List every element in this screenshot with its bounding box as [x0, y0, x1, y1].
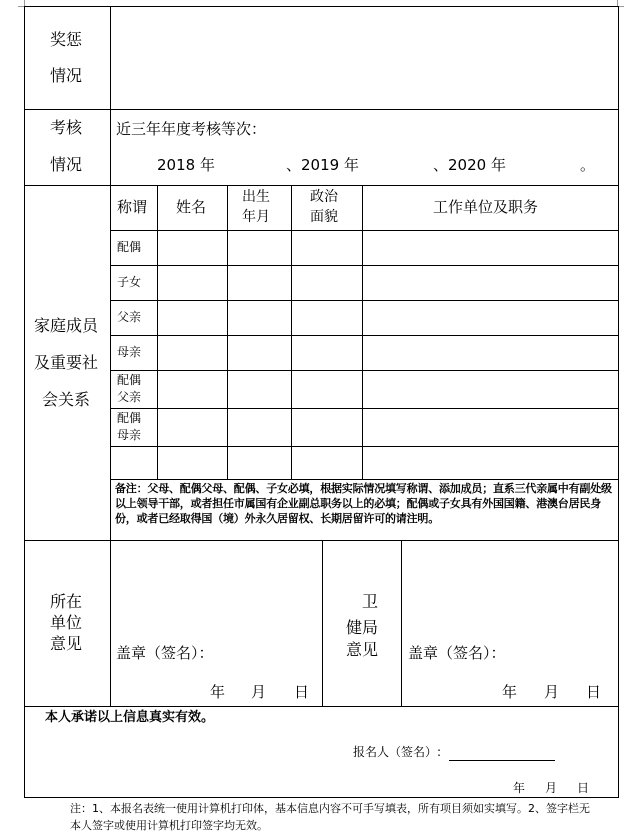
row-relation-mother: 母亲	[117, 345, 142, 359]
family-row-line	[110, 265, 619, 266]
row-relation-father: 父亲	[117, 310, 142, 324]
opinion-divider	[322, 540, 323, 706]
unit-opinion-label-line2: 单位	[50, 613, 83, 632]
family-label-line1: 家庭成员	[34, 316, 99, 335]
pledge-statement: 本人承诺以上信息真实有效。	[45, 710, 215, 725]
health-bureau-date-year: 年	[502, 683, 518, 701]
family-row-line	[110, 335, 619, 336]
assessment-prompt: 近三年年度考核等次：	[116, 120, 267, 138]
family-label-line2: 及重要社	[34, 353, 99, 372]
table-border-bottom	[24, 797, 619, 798]
health-bureau-date-month: 月	[544, 683, 560, 701]
assessment-label-line1: 考核	[50, 118, 83, 137]
header-political-line1: 政治	[310, 189, 338, 205]
health-bureau-date-day: 日	[586, 683, 602, 701]
rewards-label-line2: 情况	[50, 66, 83, 85]
assessment-year-2020: 、2020 年	[433, 156, 506, 174]
label-column-divider	[110, 6, 111, 706]
unit-opinion-label-line3: 意见	[50, 634, 83, 653]
family-row-line	[110, 370, 619, 371]
unit-date-day: 日	[294, 683, 310, 701]
rewards-label-line1: 奖惩	[50, 30, 83, 49]
header-name: 姓名	[176, 198, 207, 216]
family-col-divider	[227, 185, 228, 479]
form-footnote: 注：1、本报名表统一使用计算机打印体，基本信息内容不可手写填表，所有项目须如实填写。2、签字栏无本人签字或使用计算机打印签字均无效。	[70, 802, 590, 832]
assessment-label-line2: 情况	[50, 155, 83, 174]
family-row-line	[110, 408, 619, 409]
pledge-date-day: 日	[577, 781, 590, 795]
header-birth-line2: 年月	[242, 209, 270, 225]
row-relation-spouse-father-line2: 父亲	[117, 390, 142, 404]
unit-stamp-label: 盖章（签名）：	[116, 644, 214, 662]
family-col-divider	[291, 185, 292, 479]
health-bureau-label-line2: 健局	[346, 618, 379, 637]
header-birth-line1: 出生	[242, 189, 270, 205]
unit-date-year: 年	[210, 683, 226, 701]
pledge-date-year: 年	[513, 781, 526, 795]
header-political-line2: 面貌	[310, 209, 338, 225]
row-relation-spouse-mother-line2: 母亲	[117, 428, 142, 442]
row-separator-assessment	[24, 185, 619, 186]
row-relation-spouse: 配偶	[117, 240, 142, 254]
table-border-right	[618, 6, 619, 797]
family-row-line	[110, 300, 619, 301]
table-border-left	[24, 6, 25, 797]
health-bureau-label-line3: 意见	[346, 640, 379, 659]
assessment-end-mark: 。	[580, 156, 596, 174]
family-row-line	[110, 446, 619, 447]
applicant-signature-line	[449, 760, 555, 761]
opinion-divider	[401, 540, 402, 706]
health-bureau-label-line1: 卫	[362, 592, 379, 611]
pledge-date-month: 月	[545, 781, 558, 795]
family-header-separator	[110, 230, 619, 231]
family-label-line3: 会关系	[42, 390, 91, 409]
family-col-divider	[362, 185, 363, 479]
unit-date-month: 月	[251, 683, 267, 701]
assessment-year-2019: 、2019 年	[286, 156, 359, 174]
applicant-signature-label: 报名人（签名）:	[353, 745, 442, 759]
header-relation: 称谓	[117, 198, 148, 216]
table-border-top	[24, 6, 619, 7]
family-remark: 备注：父母、配偶父母、配偶、子女必填，根据实际情况填写称谓、添加成员；直系三代亲属中有副处级以上领导干部，或者担任市属国有企业副总职务以上的必填；配偶或子女具有外国国籍、港澳台居民身份，或者已经取得国（境）外永久居留权、长期居留许可的请注明。	[115, 482, 612, 525]
row-relation-spouse-mother-line1: 配偶	[117, 411, 142, 425]
unit-opinion-label-line1: 所在	[50, 592, 83, 611]
row-separator-rewards	[24, 109, 619, 110]
header-work-unit: 工作单位及职务	[433, 198, 539, 216]
row-relation-children: 子女	[117, 275, 142, 289]
family-remark-separator	[110, 479, 619, 480]
row-relation-spouse-father-line1: 配偶	[117, 373, 142, 387]
family-col-divider	[157, 185, 158, 479]
assessment-year-2018: 2018 年	[157, 156, 215, 174]
row-separator-opinions	[24, 706, 619, 707]
health-bureau-stamp-label: 盖章（签名）：	[408, 644, 506, 662]
